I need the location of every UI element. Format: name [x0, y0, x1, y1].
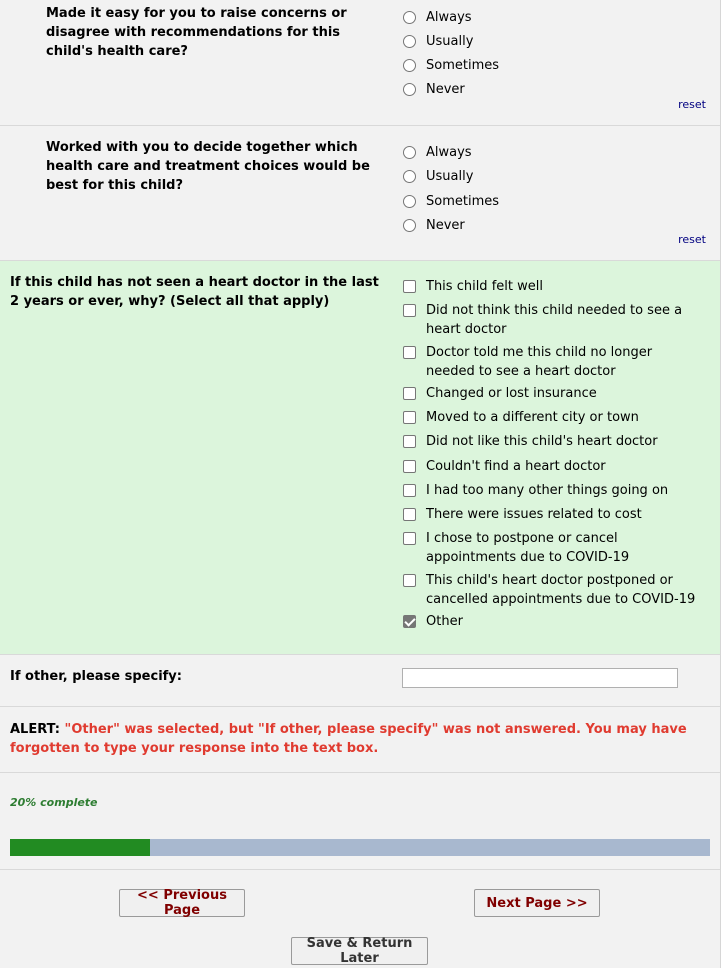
checkbox-option-felt-well[interactable]: [403, 277, 703, 296]
checkbox-option-doctor-postponed-covid[interactable]: [403, 571, 703, 609]
next-page-button[interactable]: Next Page >>: [474, 889, 600, 917]
checkbox-option-doctor-told[interactable]: [403, 343, 703, 381]
option-label: Doctor told me this child no longer needed to see a heart doctor: [426, 345, 653, 379]
option-label: Always: [426, 144, 472, 160]
checkbox-option-i-postponed-covid[interactable]: [403, 529, 703, 567]
checkbox-option-did-not-like[interactable]: [403, 432, 703, 451]
checkbox-option-other[interactable]: [403, 612, 703, 631]
checkbox[interactable]: [403, 532, 416, 545]
radio-button[interactable]: [403, 146, 416, 159]
option-label: Did not like this child's heart doctor: [426, 434, 658, 449]
alert-text: "Other" was selected, but "If other, please specify" was not answered. You may have forgotten to type your response into the text box.: [10, 722, 687, 756]
option-label: Sometimes: [426, 193, 500, 209]
checkbox[interactable]: [403, 411, 416, 424]
checkbox[interactable]: [403, 346, 416, 359]
option-label: Other: [426, 614, 463, 629]
radio-option-sometimes[interactable]: [403, 191, 499, 211]
option-label: Never: [426, 81, 465, 97]
option-label: Couldn't find a heart doctor: [426, 459, 606, 474]
checkbox[interactable]: [403, 460, 416, 473]
checkbox-option-too-many-things[interactable]: [403, 481, 703, 500]
radio-option-usually[interactable]: [403, 31, 473, 51]
radio-option-sometimes[interactable]: [403, 55, 499, 75]
option-label: Always: [426, 9, 472, 25]
progress-bar: [10, 839, 710, 856]
option-label: Did not think this child needed to see a heart doctor: [426, 303, 683, 337]
progress-text: 20% complete: [10, 796, 98, 809]
alert-message: [10, 720, 710, 758]
radio-button[interactable]: [403, 59, 416, 72]
checkbox[interactable]: [403, 280, 416, 293]
question-raise-concerns: [0, 0, 720, 126]
option-label: This child felt well: [426, 279, 543, 294]
save-return-later-button[interactable]: Save & Return Later: [291, 937, 428, 965]
question-label: Made it easy for you to raise concerns or disagree with recommendations for this child's health care?: [46, 6, 347, 59]
checkbox[interactable]: [403, 508, 416, 521]
option-label: Usually: [426, 33, 474, 49]
question-decide-together: [0, 126, 720, 261]
question-heart-doctor: [0, 261, 720, 655]
radio-button[interactable]: [403, 170, 416, 183]
option-label: This child's heart doctor postponed or cancelled appointments due to COVID-19: [426, 573, 696, 607]
checkbox[interactable]: [403, 387, 416, 400]
radio-option-never[interactable]: [403, 215, 465, 235]
option-label: I had too many other things going on: [426, 483, 669, 498]
radio-option-never[interactable]: [403, 79, 465, 99]
checkbox[interactable]: [403, 484, 416, 497]
checkbox-option-cost[interactable]: [403, 505, 703, 524]
radio-option-always[interactable]: [403, 142, 472, 162]
checkbox-option-insurance[interactable]: [403, 384, 703, 403]
question-label: Worked with you to decide together which health care and treatment choices would be best for this child?: [46, 140, 370, 193]
radio-button[interactable]: [403, 11, 416, 24]
radio-button[interactable]: [403, 83, 416, 96]
checkbox[interactable]: [403, 435, 416, 448]
checkbox-checked[interactable]: [403, 615, 416, 628]
option-label: Usually: [426, 168, 474, 184]
checkbox[interactable]: [403, 304, 416, 317]
other-specify-input[interactable]: [402, 668, 678, 688]
reset-link[interactable]: reset: [678, 98, 706, 111]
checkbox[interactable]: [403, 574, 416, 587]
checkbox-option-moved[interactable]: [403, 408, 703, 427]
radio-option-usually[interactable]: [403, 166, 473, 186]
previous-page-button[interactable]: << Previous Page: [119, 889, 245, 917]
radio-option-always[interactable]: [403, 7, 472, 27]
option-label: Changed or lost insurance: [426, 386, 597, 401]
checkbox-option-couldnt-find[interactable]: [403, 457, 703, 476]
option-label: There were issues related to cost: [426, 507, 642, 522]
option-label: I chose to postpone or cancel appointments due to COVID-19: [426, 531, 630, 565]
radio-button[interactable]: [403, 35, 416, 48]
radio-button[interactable]: [403, 195, 416, 208]
option-label: Sometimes: [426, 57, 500, 73]
option-label: Never: [426, 217, 465, 233]
progress-bar-fill: [10, 839, 150, 856]
reset-link[interactable]: reset: [678, 233, 706, 246]
question-label: If this child has not seen a heart doctor in the last 2 years or ever, why? (Select all that apply): [10, 275, 379, 309]
option-label: Moved to a different city or town: [426, 410, 639, 425]
radio-button[interactable]: [403, 219, 416, 232]
alert-prefix: ALERT:: [10, 722, 61, 737]
checkbox-option-not-needed[interactable]: [403, 301, 703, 339]
question-label: If other, please specify:: [10, 669, 182, 684]
